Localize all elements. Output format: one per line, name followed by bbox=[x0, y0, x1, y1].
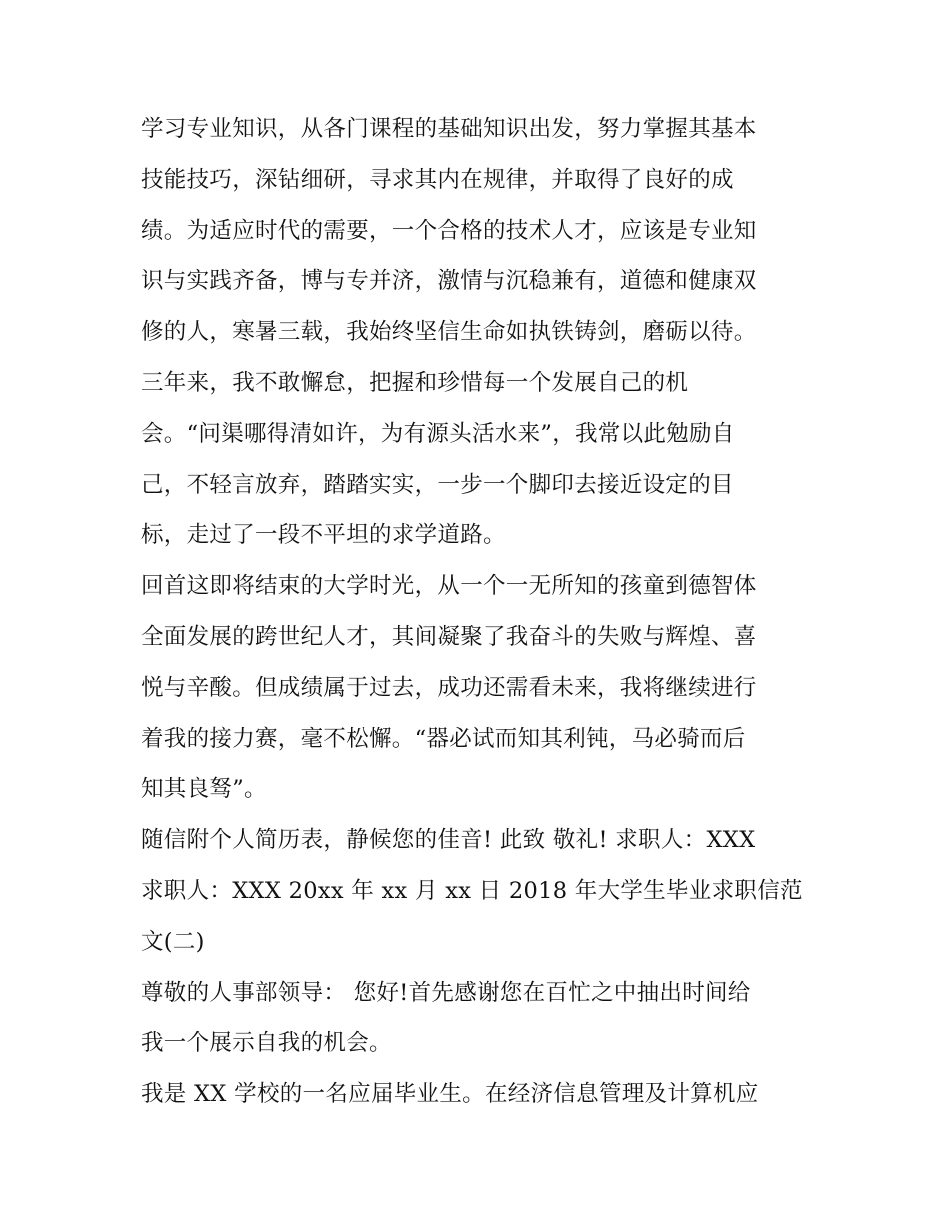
text-line: 求职人：XXX 20xx 年 xx 月 xx 日 2018 年大学生毕业求职信范 bbox=[141, 877, 803, 904]
text-line: 识与实践齐备，博与专并济，激情与沉稳兼有，道德和健康双 bbox=[141, 268, 757, 295]
text-line: 悦与辛酸。但成绩属于过去，成功还需看未来，我将继续进行 bbox=[141, 674, 757, 701]
text-line: 技能技巧，深钻细研，寻求其内在规律，并取得了良好的成 bbox=[141, 166, 734, 193]
text-line: 我是 XX 学校的一名应届毕业生。在经济信息管理及计算机应 bbox=[141, 1081, 759, 1108]
text-line: 回首这即将结束的大学时光，从一个一无所知的孩童到德智体 bbox=[141, 573, 757, 600]
document-body bbox=[141, 104, 821, 1120]
text-line: 尊敬的人事部领导： 您好!首先感谢您在百忙之中抽出时间给 bbox=[141, 979, 751, 1006]
text-line: 三年来，我不敢懈怠，把握和珍惜每一个发展自己的机 bbox=[141, 369, 689, 396]
text-line: 会。“问渠哪得清如许，为有源头活水来”，我常以此勉励自 bbox=[141, 420, 735, 447]
text-line: 文(二) bbox=[141, 928, 205, 955]
text-line: 着我的接力赛，毫不松懈。“器必试而知其利钝，马必骑而后 bbox=[141, 725, 746, 752]
text-line: 全面发展的跨世纪人才，其间凝聚了我奋斗的失败与辉煌、喜 bbox=[141, 623, 757, 650]
text-line: 绩。为适应时代的需要，一个合格的技术人才，应该是专业知 bbox=[141, 217, 757, 244]
text-line: 己，不轻言放弃，踏踏实实，一步一个脚印去接近设定的目 bbox=[141, 471, 734, 498]
text-line: 我一个展示自我的机会。 bbox=[141, 1030, 392, 1057]
text-line: 标，走过了一段不平坦的求学道路。 bbox=[141, 522, 506, 549]
text-line: 知其良驽”。 bbox=[141, 776, 267, 803]
text-line: 随信附个人简历表，静候您的佳音! 此致 敬礼! 求职人：XXX bbox=[141, 827, 756, 854]
text-line: 学习专业知识，从各门课程的基础知识出发，努力掌握其基本 bbox=[141, 116, 757, 142]
text-line: 修的人，寒暑三载，我始终坚信生命如执铁铸剑，磨砺以待。 bbox=[141, 319, 757, 346]
